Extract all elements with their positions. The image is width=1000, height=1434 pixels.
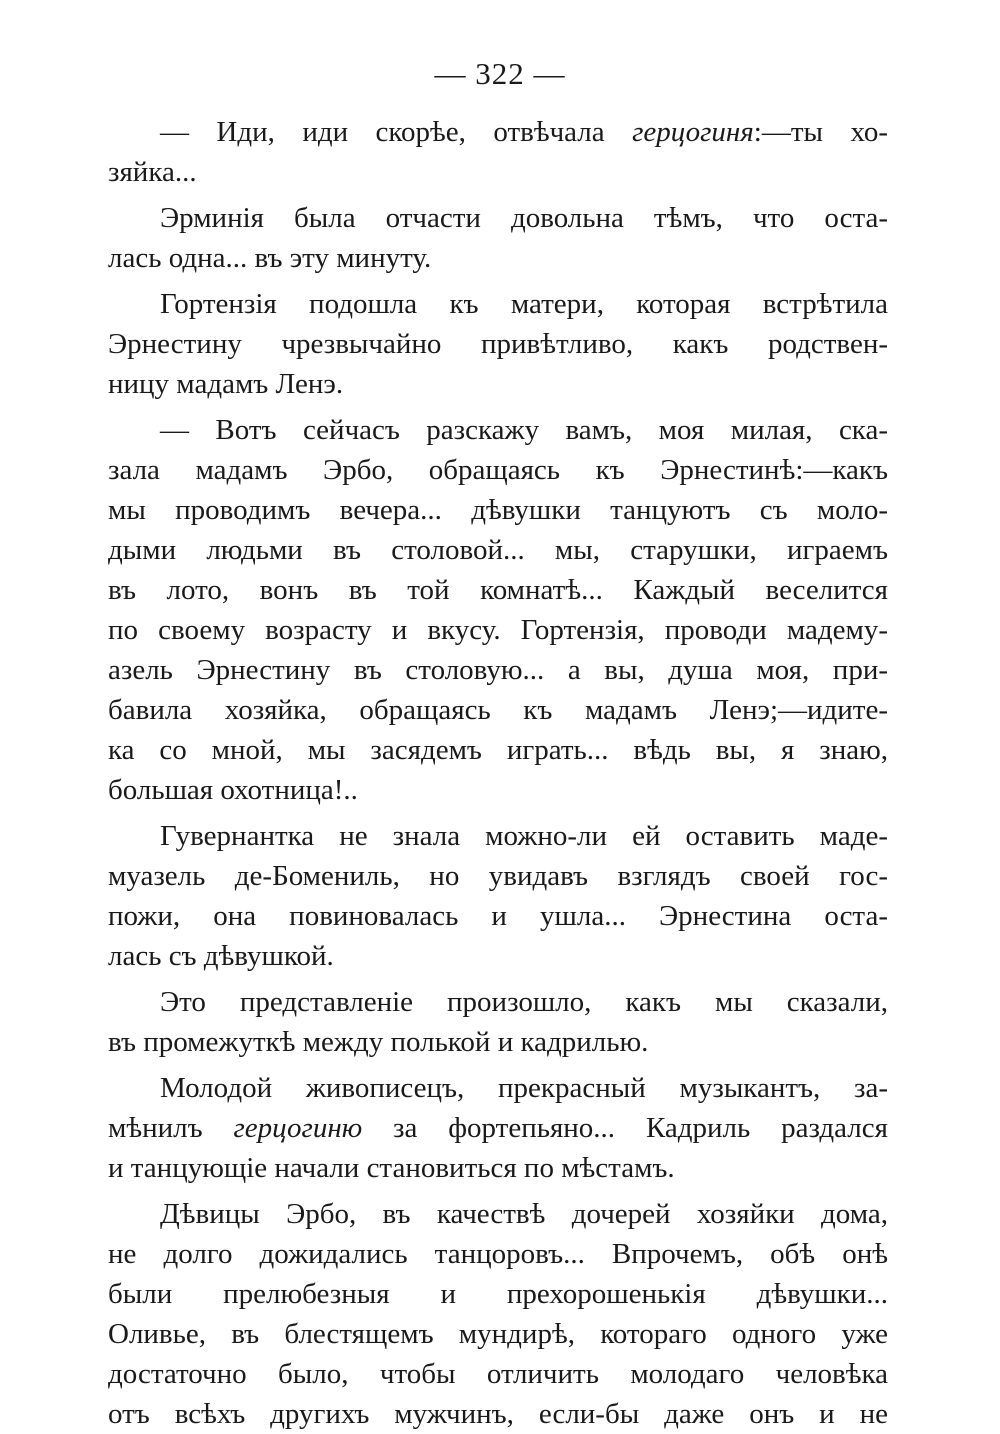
text-line: — Иди, иди скорѣе, отвѣчала герцогиня:—ты хо-: [160, 116, 888, 148]
italic-term: герцогиня: [632, 116, 754, 148]
text-line: большая охотница!..: [108, 774, 358, 806]
text-line: — Вотъ сейчасъ разскажу вамъ, моя милая, ска-: [160, 414, 888, 446]
text-line: Это представленіе произошло, какъ мы сказали,: [160, 986, 888, 1018]
text-line: пожи, она повиновалась и ушла... Эрнестина оста-: [108, 900, 888, 932]
page-number: — 322 —: [434, 56, 566, 91]
text-line: Дѣвицы Эрбо, въ качествѣ дочерей хозяйки дома,: [160, 1198, 888, 1230]
text-line: мѣнилъ герцогиню за фортепьяно... Кадриль раздался: [108, 1112, 888, 1144]
text-line: муазель де-Бомениль, но увидавъ взглядъ своей гос-: [108, 860, 888, 892]
text-line: и танцующіе начали становиться по мѣстамъ.: [108, 1152, 675, 1184]
text-line: достаточно было, чтобы отличить молодаго человѣка: [108, 1358, 888, 1390]
text-line: по своему возрасту и вкусу. Гортензія, проводи мадему-: [108, 614, 888, 646]
text-line: ка со мной, мы засядемъ играть... вѣдь вы, я знаю,: [108, 734, 888, 766]
text-line: Эрминія была отчасти довольна тѣмъ, что оста-: [160, 202, 888, 234]
text-line: въ лото, вонъ въ той комнатѣ... Каждый веселится: [108, 574, 888, 606]
text-line: лась съ дѣвушкой.: [108, 940, 334, 972]
text-line: лась одна... въ эту минуту.: [108, 242, 432, 274]
text-line: Оливье, въ блестящемъ мундирѣ, котораго одного уже: [108, 1318, 888, 1350]
text-line: дыми людьми въ столовой... мы, старушки, играемъ: [108, 534, 888, 566]
text-line: Молодой живописецъ, прекрасный музыкантъ, за-: [160, 1072, 888, 1104]
text-line: не долго дожидались танцоровъ... Впрочемъ, обѣ онѣ: [108, 1238, 888, 1270]
text-line: Гортензія подошла къ матери, которая встрѣтила: [160, 288, 888, 320]
italic-term: герцогиню: [233, 1112, 363, 1144]
text-line: Гувернантка не знала можно-ли ей оставить маде-: [160, 820, 888, 852]
text-line: Эрнестину чрезвычайно привѣтливо, какъ родствен-: [108, 328, 888, 360]
text-line: зяйка...: [108, 156, 197, 188]
text-line: зала мадамъ Эрбо, обращаясь къ Эрнестинѣ:—какъ: [108, 454, 888, 486]
text-line: азель Эрнестину въ столовую... а вы, душа моя, при-: [108, 654, 888, 686]
text-line: отъ всѣхъ другихъ мужчинъ, если-бы даже онъ и не: [108, 1398, 888, 1430]
text-line: въ промежуткѣ между полькой и кадрилью.: [108, 1026, 649, 1058]
text-line: были прелюбезныя и прехорошенькія дѣвушки...: [108, 1278, 888, 1310]
text-line: бавила хозяйка, обращаясь къ мадамъ Ленэ;—идите-: [108, 694, 888, 726]
text-line: мы проводимъ вечера... дѣвушки танцуютъ съ моло-: [108, 494, 888, 526]
text-line: ницу мадамъ Ленэ.: [108, 368, 344, 400]
